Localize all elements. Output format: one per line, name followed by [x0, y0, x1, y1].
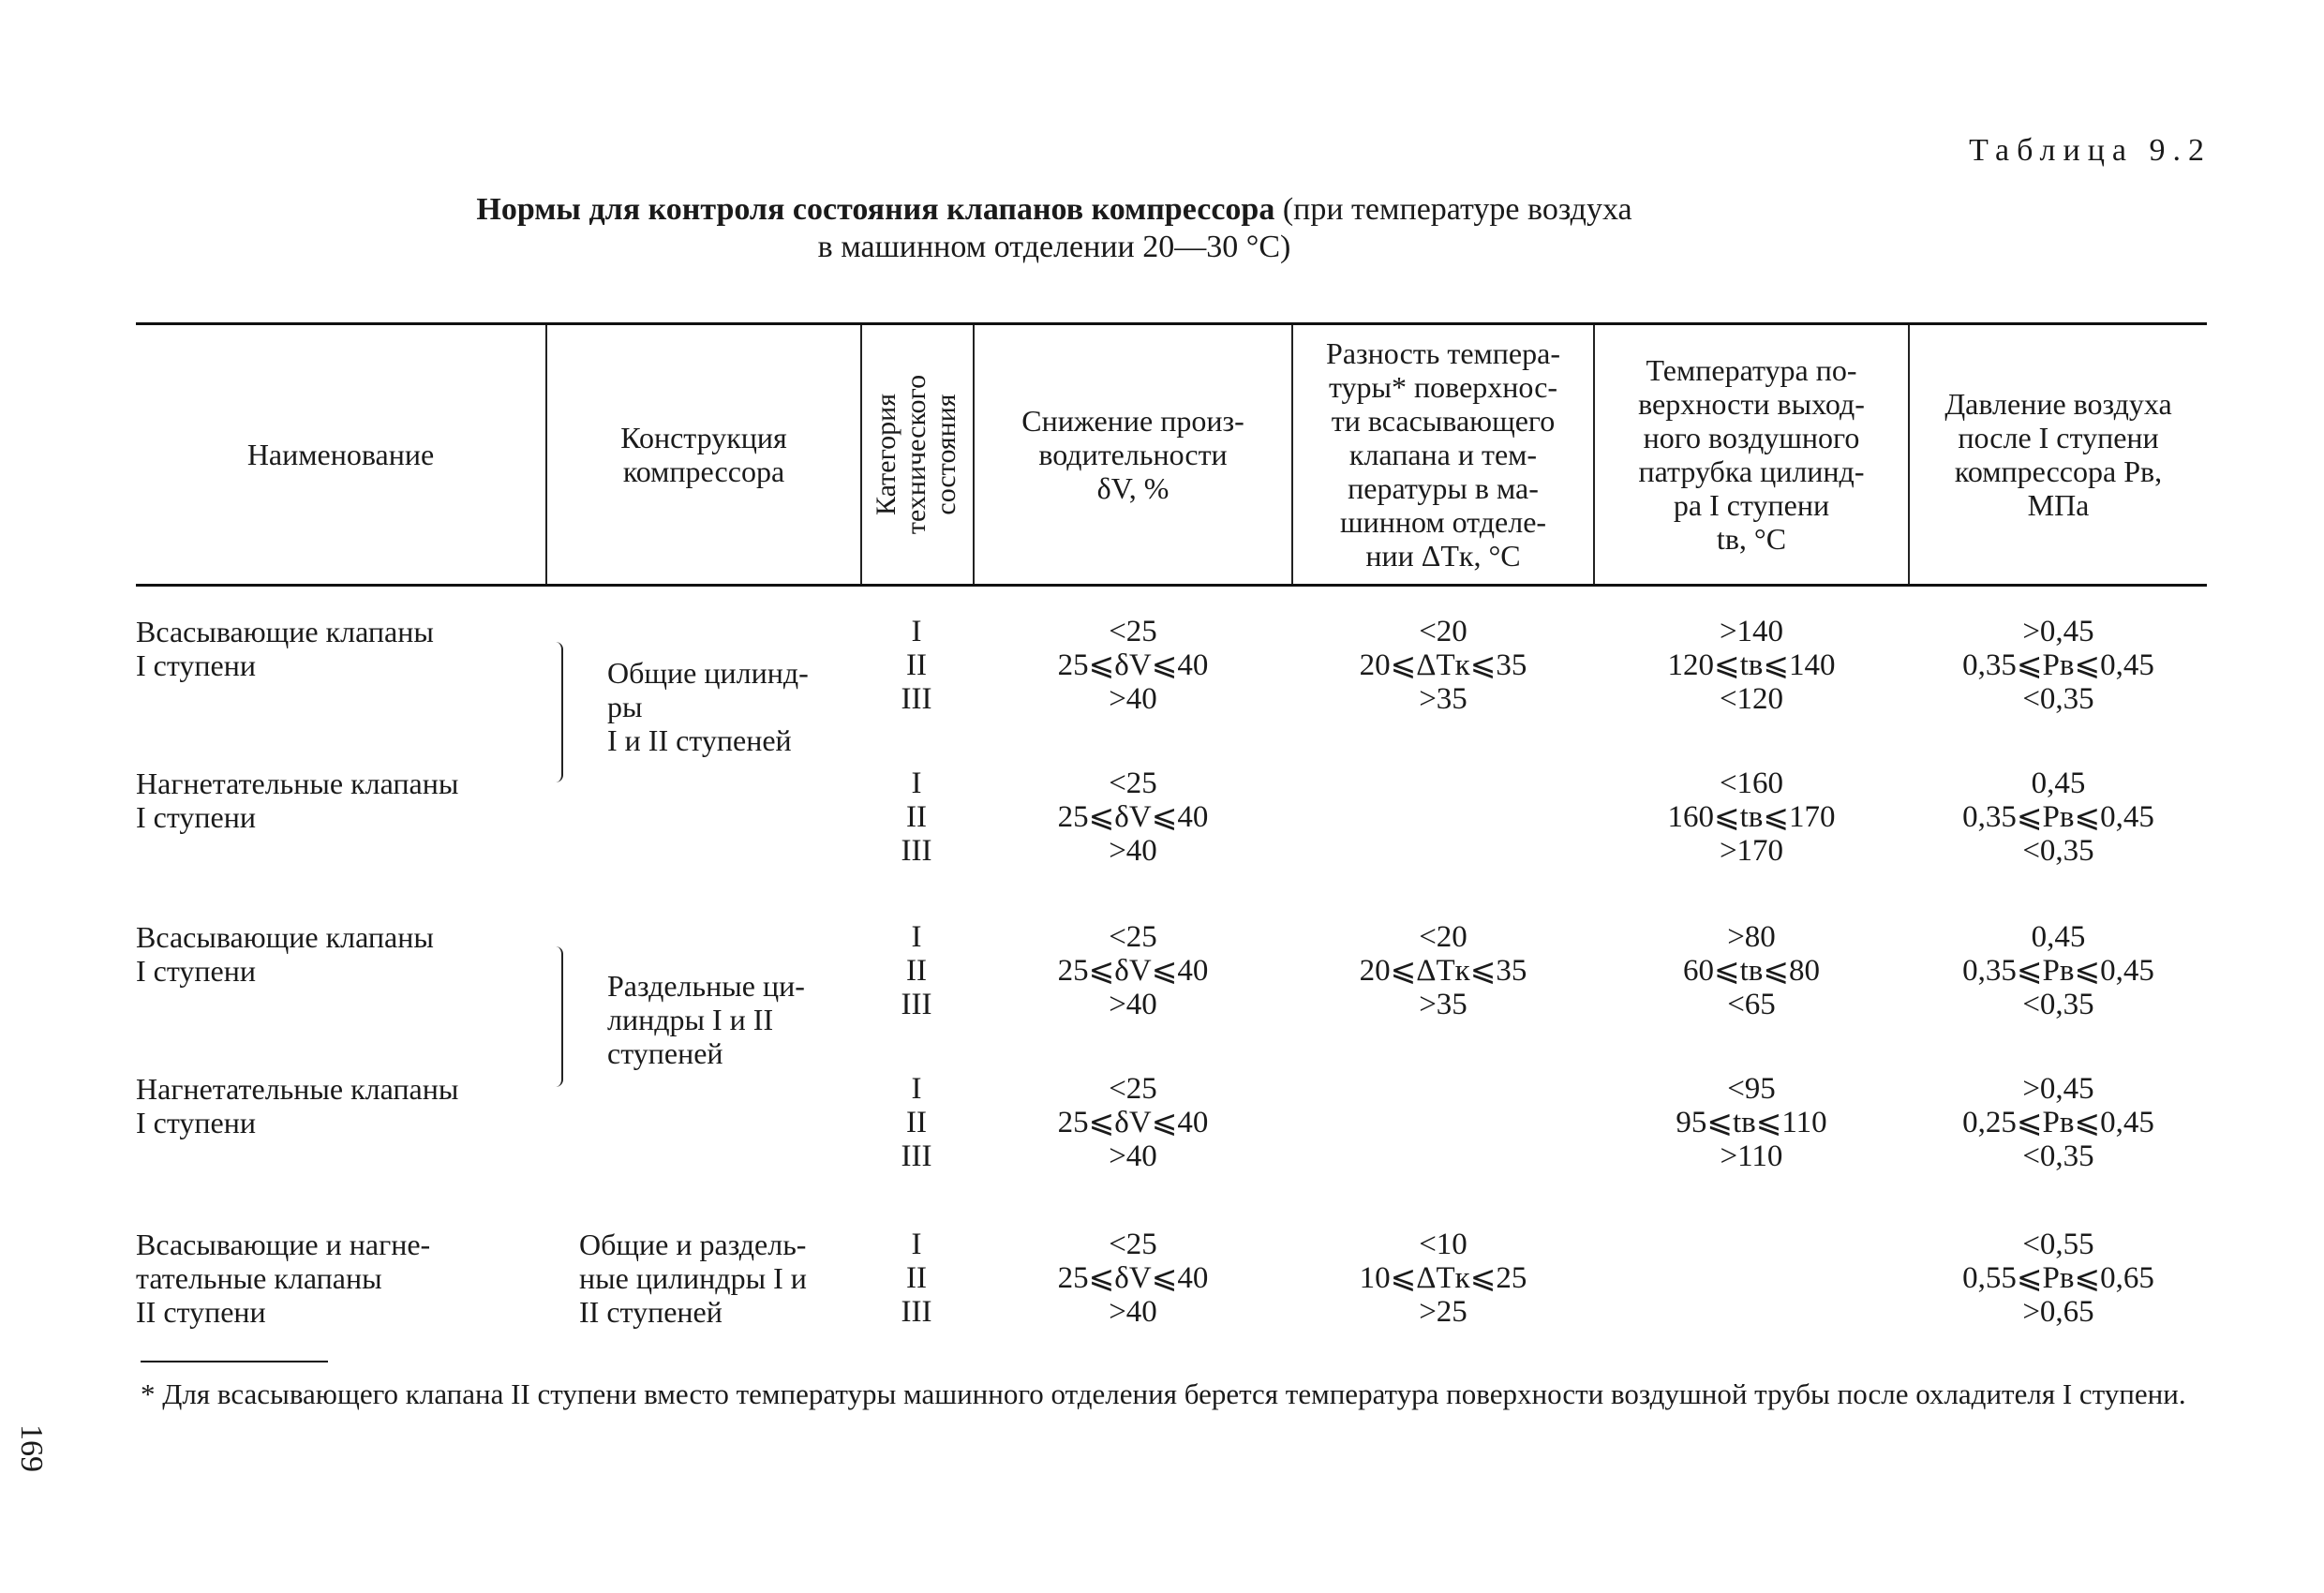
header-bottom-rule — [136, 584, 2207, 587]
footnote: * Для всасывающего клапана II ступени вместо температуры машинного отделения берется температура поверхности воздушной трубы после охладителя I ступени. — [141, 1377, 2186, 1410]
air-pressure-cell: >0,45 0,35⩽Pв⩽0,45 <0,35 — [1962, 615, 2154, 716]
title-bold: Нормы для контроля состояния клапанов компрессора — [476, 192, 1275, 227]
outlet-temperature-cell: >80 60⩽tв⩽80 <65 — [1682, 920, 1821, 1021]
construction-cell: Раздельные ци- линдры I и II ступеней — [607, 969, 805, 1070]
footnote-rule — [141, 1361, 328, 1362]
category-cell: I II III — [901, 615, 932, 716]
header-outlet-temperature: Температура по- верхности выход- ного воздушного патрубка цилинд- ра I ступени tв, °С — [1638, 353, 1865, 556]
air-pressure-cell: <0,55 0,55⩽Pв⩽0,65 >0,65 — [1962, 1228, 2154, 1329]
outlet-temperature-cell: <160 160⩽tв⩽170 >170 — [1667, 767, 1836, 868]
category-cell: I II III — [901, 1072, 932, 1173]
construction-cell: Общие и раздель- ные цилиндры I и II ступеней — [579, 1228, 807, 1329]
category-cell: I II III — [901, 920, 932, 1021]
page-number: 169 — [14, 1424, 49, 1472]
air-pressure-cell: 0,45 0,35⩽Pв⩽0,45 <0,35 — [1962, 920, 2154, 1021]
outlet-temperature-cell: <95 95⩽tв⩽110 >110 — [1676, 1072, 1827, 1173]
header-name: Наименование — [246, 438, 435, 471]
title-line2: в машинном отделении 20—30 °С) — [817, 230, 1291, 264]
air-pressure-cell: >0,45 0,25⩽Pв⩽0,45 <0,35 — [1962, 1072, 2154, 1173]
category-cell: I II III — [901, 1228, 932, 1329]
row-name: Нагнетательные клапаны I ступени — [136, 1072, 459, 1139]
temp-difference-cell: <20 20⩽ΔTк⩽35 >35 — [1359, 615, 1527, 716]
temp-difference-cell: <20 20⩽ΔTк⩽35 >35 — [1359, 920, 1527, 1021]
performance-cell: <25 25⩽δV⩽40 >40 — [1057, 767, 1209, 868]
performance-cell: <25 25⩽δV⩽40 >40 — [1057, 1228, 1209, 1329]
temp-difference-cell: <10 10⩽ΔTк⩽25 >25 — [1359, 1228, 1527, 1329]
performance-cell: <25 25⩽δV⩽40 >40 — [1057, 920, 1209, 1021]
row-name: Нагнетательные клапаны I ступени — [136, 767, 459, 834]
header-performance: Снижение произ- водительности δV, % — [1021, 404, 1244, 505]
performance-cell: <25 25⩽δV⩽40 >40 — [1057, 1072, 1209, 1173]
row-name: Всасывающие клапаны I ступени — [136, 615, 434, 682]
header-category: Категория технического состояния — [871, 374, 961, 535]
table-title — [0, 191, 2108, 266]
air-pressure-cell: 0,45 0,35⩽Pв⩽0,45 <0,35 — [1962, 767, 2154, 868]
category-cell: I II III — [901, 767, 932, 868]
performance-cell: <25 25⩽δV⩽40 >40 — [1057, 615, 1209, 716]
grouping-brace — [556, 642, 563, 782]
table-number: Таблица 9.2 — [1969, 133, 2212, 168]
grouping-brace — [556, 946, 563, 1087]
title-rest: (при температуре воздуха — [1274, 192, 1632, 227]
row-name: Всасывающие и нагне- тательные клапаны II ступени — [136, 1228, 431, 1329]
row-name: Всасывающие клапаны I ступени — [136, 920, 434, 988]
construction-cell: Общие цилинд- ры I и II ступеней — [607, 656, 809, 757]
header-air-pressure: Давление воздуха после I ступени компрессора Pв, МПа — [1944, 387, 2172, 522]
header-temp-difference: Разность темпера- туры* поверхнос- ти всасывающего клапана и тем- пературы в ма- шинном отделе- нии ΔTк, °С — [1326, 336, 1560, 573]
outlet-temperature-cell: >140 120⩽tв⩽140 <120 — [1667, 615, 1836, 716]
header-construction: Конструкция компрессора — [620, 421, 787, 488]
